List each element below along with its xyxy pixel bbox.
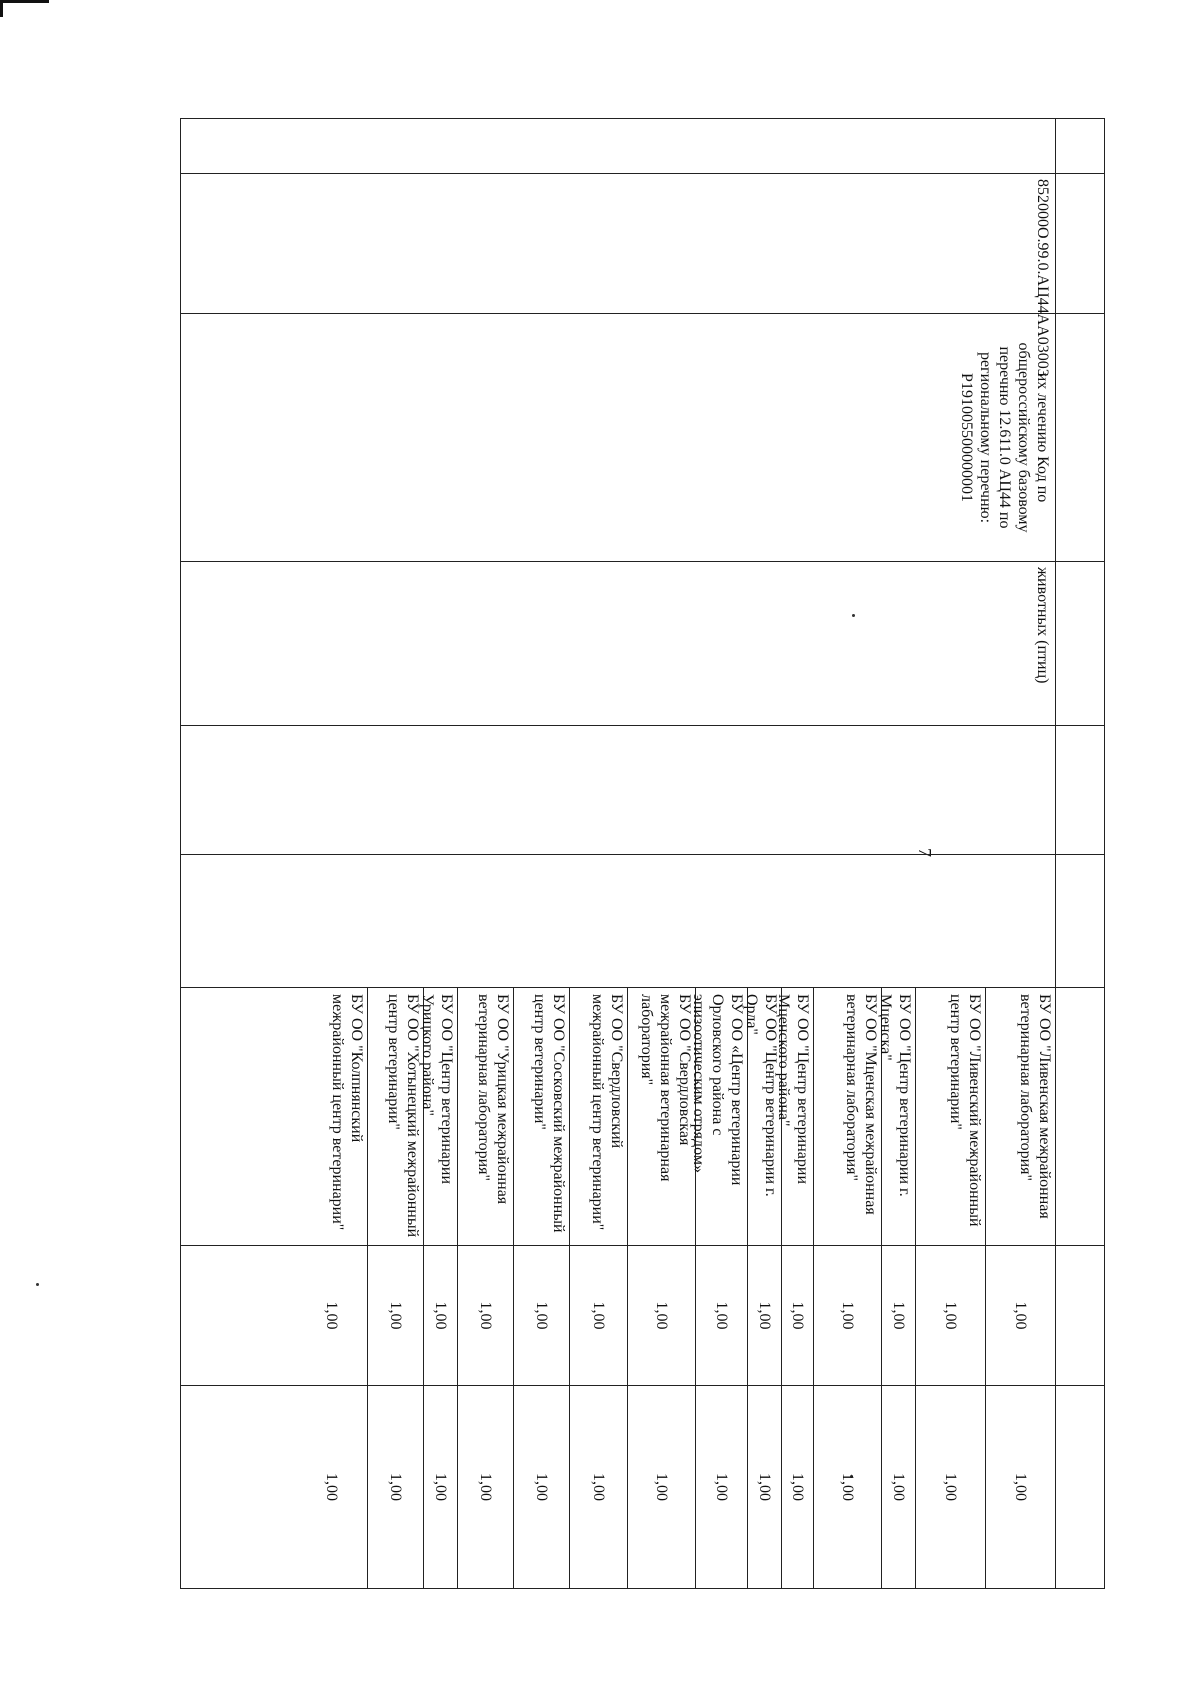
value-cell: 1,00 [985,1386,1055,1588]
value-cell: 1,00 [813,1246,881,1385]
value-cell: 1,00 [323,1473,341,1501]
empty-cell [1056,174,1105,314]
value-cell: 1,00 [367,1386,423,1588]
empty-cell [1056,1386,1105,1589]
value-cell: 1,00 [323,1301,341,1330]
value-cell: 1,00 [569,1386,627,1588]
empty-cell [1056,988,1105,1246]
table-row [1056,119,1105,1589]
list-item: БУ ОО "Хотынецкий межрайонный центр ветеринарии" [367,988,423,1245]
value-cell: 1,00 [423,1386,457,1588]
empty-cell [1056,119,1105,174]
empty-cell [1056,855,1105,988]
page-number: 7 [915,848,935,857]
value-cell: 1,00 [915,1386,985,1588]
value-cell: 1,00 [695,1386,747,1588]
list-item: БУ ОО "Свердловская межрайонная ветеринарная лаборатория" [627,988,695,1245]
list-item: БУ ОО "Центр ветеринарии Урицкого района" [423,988,457,1245]
value-cell: 1,00 [569,1246,627,1385]
value-cell: 1,00 [423,1246,457,1385]
list-item: БУ ОО «Центр ветеринарии Орловского района с эпизоотическим отрядом» [695,988,747,1245]
service-content-cell: их лечению Код по общероссийскому базовому перечню 12.611.0 АЦ44 по региональному перечню: Р191005500000001 [181,314,1056,562]
empty-cell [181,726,1056,855]
organizations-cell [181,988,1056,1246]
scan-speck [36,1283,39,1286]
category-cell: животных (птиц) [181,562,1056,726]
value-cell: 1,00 [747,1386,781,1588]
list-item: БУ ОО "Колпнянский межрайонный центр ветеринарии" [329,994,365,1231]
list-item: БУ ОО "Ливенская межрайонная ветеринарная лаборатория" [985,988,1055,1245]
table-row [181,119,1056,1589]
value-cell: 1,00 [781,1386,813,1588]
value-cell: 1,00 [627,1386,695,1588]
registry-code-cell: 852000О.99.0.АЦ44АА03003 [181,174,1056,314]
report-table [180,118,1105,1589]
value-cell: 1,00 [915,1246,985,1385]
list-item: БУ ОО "Мценская межрайонная ветеринарная лаборатория" [813,988,881,1245]
list-item: БУ ОО "Ливенский межрайонный центр ветеринарии" [915,988,985,1245]
list-item: БУ ОО "Центр ветеринарии г. Орла" [747,988,781,1245]
scan-edge-mark [0,0,49,17]
value-cell: 1,00 [985,1246,1055,1385]
list-item: БУ ОО "Свердловский межрайонный центр ветеринарии" [569,988,627,1245]
values-list-2 [181,1386,1055,1588]
value-cell: 1,00 [627,1246,695,1385]
value-cell: 1,00 [695,1246,747,1385]
empty-cell [1056,314,1105,562]
list-item: БУ ОО "Сосковский межрайонный центр ветеринарии" [513,988,569,1245]
value-cell: 1,00 [513,1246,569,1385]
value-cell: 1,00 [513,1386,569,1588]
empty-cell [181,855,1056,988]
empty-cell [1056,562,1105,726]
values-column-2 [181,1386,1056,1589]
empty-cell [1056,726,1105,855]
list-item: БУ ОО "Урицкая межрайонная ветеринарная лаборатория" [457,988,513,1245]
empty-cell [1056,1246,1105,1386]
value-cell: 1,00 [881,1246,915,1385]
empty-cell [181,119,1056,174]
value-cell: 1,00 [457,1246,513,1385]
value-cell: 1,00 [813,1386,881,1588]
value-cell: 1,00 [367,1246,423,1385]
value-cell: 1,00 [881,1386,915,1588]
value-cell: 1,00 [747,1246,781,1385]
values-column-1 [181,1246,1056,1386]
rotated-sheet [180,118,1105,1588]
list-item: БУ ОО "Центр ветеринарии Мценского района" [781,988,813,1245]
organizations-list [181,988,1055,1245]
value-cell: 1,00 [781,1246,813,1385]
list-item: БУ ОО "Центр ветеринарии г. Мценска" [881,988,915,1245]
value-cell: 1,00 [457,1386,513,1588]
values-list-1 [181,1246,1055,1385]
